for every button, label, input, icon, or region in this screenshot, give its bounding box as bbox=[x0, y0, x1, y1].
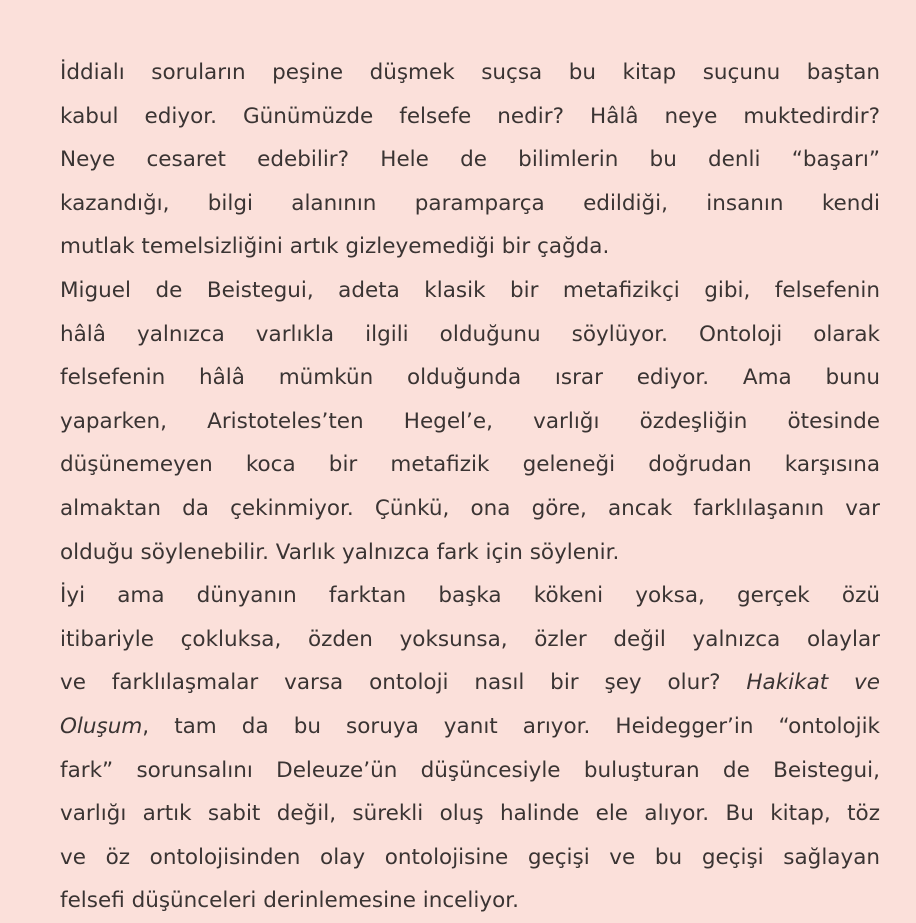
paragraph bbox=[60, 51, 880, 269]
text-segment: İddialı soruların peşine düşmek suçsa bu kitap suçunu baştan bbox=[60, 60, 880, 85]
text-line bbox=[60, 749, 880, 793]
text-line bbox=[60, 661, 880, 705]
text-line bbox=[60, 225, 880, 269]
body-text bbox=[60, 51, 880, 923]
text-line bbox=[60, 182, 880, 226]
text-segment: felsefi düşünceleri derinlemesine inceliyor. bbox=[60, 888, 519, 914]
italic-text: Hakikat ve bbox=[746, 670, 881, 696]
text-segment: hâlâ yalnızca varlıkla ilgili olduğunu söylüyor. Ontoloji olarak bbox=[60, 321, 880, 347]
paragraph bbox=[60, 574, 880, 923]
text-segment: kabul ediyor. Günümüzde felsefe nedir? Hâlâ neye muktedirdir? bbox=[60, 103, 880, 129]
text-line bbox=[60, 531, 880, 575]
text-line bbox=[60, 138, 880, 182]
paragraph bbox=[60, 269, 880, 574]
text-segment: Neye cesaret edebilir? Hele de bilimlerin bu denli “başarı” bbox=[60, 147, 880, 173]
italic-text: Oluşum bbox=[60, 713, 143, 739]
text-line bbox=[60, 95, 880, 139]
text-segment: itibariyle çokluksa, özden yoksunsa, özler değil yalnızca olaylar bbox=[60, 626, 880, 652]
text-segment: İyi ama dünyanın farktan başka kökeni yoksa, gerçek özü bbox=[60, 583, 880, 609]
text-line bbox=[60, 313, 880, 357]
text-segment: felsefenin hâlâ mümkün olduğunda ısrar ediyor. Ama bunu bbox=[60, 365, 880, 391]
text-line bbox=[60, 487, 880, 531]
text-segment: mutlak temelsizliğini artık gizleyemediği bir çağda. bbox=[60, 234, 610, 260]
text-line bbox=[60, 879, 880, 923]
text-segment: ve farklılaşmalar varsa ontoloji nasıl bir şey olur? bbox=[60, 670, 747, 696]
text-line bbox=[60, 51, 880, 95]
text-line bbox=[60, 574, 880, 618]
text-line bbox=[60, 443, 880, 487]
text-line bbox=[60, 836, 880, 880]
text-segment: ve öz ontolojisinden olay ontolojisine geçişi ve bu geçişi sağlayan bbox=[60, 844, 880, 870]
text-segment: olduğu söylenebilir. Varlık yalnızca fark için söylenir. bbox=[60, 539, 620, 565]
text-line bbox=[60, 356, 880, 400]
text-line bbox=[60, 618, 880, 662]
text-segment: , tam da bu soruya yanıt arıyor. Heidegger’in “ontolojik bbox=[142, 713, 880, 739]
text-segment: Miguel de Beistegui, adeta klasik bir metafizikçi gibi, felsefenin bbox=[60, 277, 880, 303]
text-line bbox=[60, 269, 880, 313]
text-segment: varlığı artık sabit değil, sürekli oluş halinde ele alıyor. Bu kitap, töz bbox=[60, 801, 880, 827]
text-line bbox=[60, 792, 880, 836]
text-segment: düşünemeyen koca bir metafizik geleneği doğrudan karşısına bbox=[60, 452, 880, 478]
text-segment: kazandığı, bilgi alanının paramparça edildiği, insanın kendi bbox=[60, 190, 880, 216]
text-line bbox=[60, 400, 880, 444]
text-segment: almaktan da çekinmiyor. Çünkü, ona göre, ancak farklılaşanın var bbox=[60, 495, 880, 521]
text-segment: yaparken, Aristoteles’ten Hegel’e, varlığı özdeşliğin ötesinde bbox=[60, 408, 880, 434]
text-segment: fark” sorunsalını Deleuze’ün düşüncesiyle buluşturan de Beistegui, bbox=[60, 757, 880, 783]
text-line bbox=[60, 705, 880, 749]
